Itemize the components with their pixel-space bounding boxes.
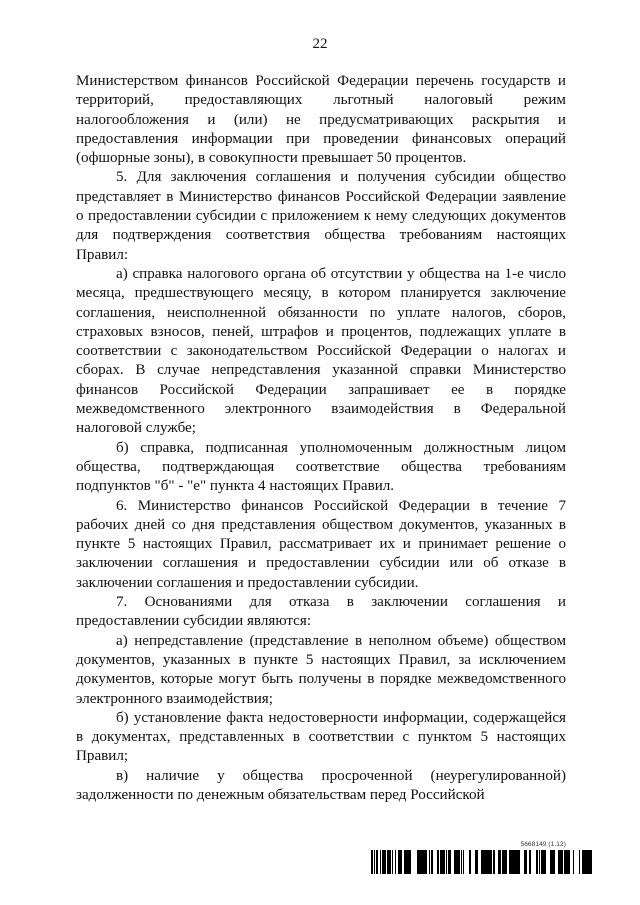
- barcode-bar: [536, 850, 538, 874]
- barcode-bar: [448, 850, 449, 874]
- barcode-bar: [371, 850, 372, 874]
- barcode-bar: [591, 850, 592, 874]
- barcode-bar: [511, 850, 512, 874]
- barcode-bar: [421, 850, 424, 874]
- barcode-bar: [512, 850, 513, 874]
- barcode-bar: [579, 850, 580, 874]
- barcode-bar: [405, 850, 406, 874]
- paragraph: 6. Министерство финансов Российской Федерации в течение 7 рабочих дней со дня представления обществом документов, указанных в пункте 5 настоящих Правил, рассматривает их и принимает решение о заключении соглашения и предоставлении субсидии или об отказе в заключении соглашения и предоставлении субсидии.: [76, 497, 566, 591]
- barcode-bar: [516, 850, 517, 874]
- barcode-bar: [481, 850, 483, 874]
- barcode-bar: [400, 850, 401, 874]
- page-number: 22: [312, 36, 328, 52]
- barcode-bar: [491, 850, 492, 874]
- barcode-bar: [530, 850, 531, 874]
- barcode-bar: [590, 850, 591, 874]
- barcode-bar: [585, 850, 588, 874]
- barcode-bar: [569, 850, 570, 874]
- barcode-bar: [443, 850, 444, 874]
- barcode-bar: [431, 850, 433, 874]
- barcode-bar: [486, 850, 487, 874]
- barcode-bar: [526, 850, 527, 874]
- barcode-bar: [559, 850, 560, 874]
- barcode-image: [370, 850, 592, 874]
- barcode-bar: [498, 850, 499, 874]
- barcode-bar: [583, 850, 585, 874]
- barcode-bar: [502, 850, 503, 874]
- barcode-bar: [551, 850, 553, 874]
- barcode-bar: [392, 850, 393, 874]
- barcode-bar: [505, 850, 506, 874]
- paragraph: 5. Для заключения соглашения и получения субсидии общество представляет в Министерство финансов Российской Федерации заявление о предоставлении субсидии с приложением к нему следующих документов для подтверждения соответствия общества требованиям настоящих Правил:: [76, 169, 566, 263]
- barcode-bar: [589, 850, 590, 874]
- barcode-bar: [440, 850, 442, 874]
- barcode-bar: [424, 850, 426, 874]
- barcode-bar: [408, 850, 409, 874]
- barcode-bar: [449, 850, 450, 874]
- barcode-bar: [444, 850, 445, 874]
- barcode-bar: [518, 850, 520, 874]
- barcode-bar: [450, 850, 451, 874]
- barcode-bar: [539, 850, 540, 874]
- barcode-bar: [567, 850, 569, 874]
- barcode-bar: [503, 850, 504, 874]
- barcode-bar: [499, 850, 501, 874]
- barcode-bar: [398, 850, 400, 874]
- barcode-bar: [409, 850, 411, 874]
- paragraph: 7. Основаниями для отказа в заключении соглашения и предоставлении субсидии являются:: [76, 594, 566, 630]
- barcode-bar: [374, 850, 375, 874]
- barcode-bar: [553, 850, 554, 874]
- barcode-bar: [469, 850, 471, 874]
- barcode-bar: [560, 850, 561, 874]
- barcode-bar: [388, 850, 390, 874]
- barcode-bar: [429, 850, 430, 874]
- barcode-bar: [541, 850, 543, 874]
- barcode-bar: [454, 850, 456, 874]
- barcode-bar: [558, 850, 559, 874]
- barcode-bar: [380, 850, 381, 874]
- barcode-bar: [390, 850, 391, 874]
- barcode-bar: [446, 850, 447, 874]
- barcode-bar: [401, 850, 402, 874]
- barcode-bar: [493, 850, 494, 874]
- document-code: 5668149 (1.12): [520, 841, 566, 848]
- barcode-bar: [459, 850, 460, 874]
- barcode-bar: [506, 850, 507, 874]
- barcode-bar: [529, 850, 530, 874]
- paragraph: а) непредставление (представление в неполном объеме) обществом документов, указанных в пункте 5 настоящих Правил, за исключением документов, которые могут быть получены в порядке межведомственного электронного взаимодействия;: [76, 632, 566, 707]
- barcode-bar: [545, 850, 546, 874]
- barcode-bar: [382, 850, 384, 874]
- barcode-bar: [387, 850, 388, 874]
- paragraph: Министерством финансов Российской Федерации перечень государств и территорий, предоставляющих льготный налоговый режим налогообложения и (или) не предусматривающих раскрытия и предоставления информации при проведении финансовых операций (офшорные зоны), в совокупности превышает 50 процентов.: [76, 73, 566, 167]
- barcode-bar: [504, 850, 505, 874]
- barcode-bar: [426, 850, 427, 874]
- barcode-bar: [384, 850, 386, 874]
- barcode-bar: [456, 850, 457, 874]
- barcode-bar: [573, 850, 574, 874]
- barcode-bar: [561, 850, 562, 874]
- paragraph: б) установление факта недостоверности информации, содержащейся в документах, представленных в соответствии с пунктом 5 настоящих Правил;: [76, 709, 566, 765]
- barcode-bar: [588, 850, 589, 874]
- barcode-bar: [517, 850, 518, 874]
- barcode-bar: [550, 850, 551, 874]
- barcode-bar: [564, 850, 565, 874]
- barcode-bar: [404, 850, 405, 874]
- barcode-bar: [487, 850, 489, 874]
- barcode-bar: [489, 850, 491, 874]
- barcode-bar: [406, 850, 408, 874]
- barcode-bar: [419, 850, 420, 874]
- barcode-bar: [417, 850, 419, 874]
- document-body: [76, 72, 566, 805]
- barcode-bar: [494, 850, 495, 874]
- barcode-bar: [566, 850, 567, 874]
- barcode-bar: [420, 850, 421, 874]
- barcode-bar: [461, 850, 462, 874]
- barcode-bar: [582, 850, 583, 874]
- barcode-bar: [438, 850, 439, 874]
- barcode-bar: [372, 850, 373, 874]
- barcode-bar: [475, 850, 478, 874]
- barcode-bar: [513, 850, 516, 874]
- barcode-bar: [483, 850, 486, 874]
- barcode-bar: [457, 850, 459, 874]
- barcode-bar: [524, 850, 526, 874]
- paragraph: в) наличие у общества просроченной (неурегулированной) задолженности по денежным обязательствам перед Российской: [76, 767, 566, 803]
- barcode-bar: [509, 850, 511, 874]
- barcode-bar: [395, 850, 396, 874]
- barcode-bar: [554, 850, 555, 874]
- barcode-bar: [565, 850, 566, 874]
- barcode-bar: [463, 850, 464, 874]
- barcode-bar: [543, 850, 545, 874]
- barcode-bar: [562, 850, 563, 874]
- barcode-bar: [376, 850, 378, 874]
- barcode-bar: [442, 850, 443, 874]
- paragraph: б) справка, подписанная уполномоченным должностным лицом общества, подтверждающая соответствие общества требованиям подпунктов "б" - "е" пункта 4 настоящих Правил.: [76, 439, 566, 495]
- barcode-bar: [437, 850, 438, 874]
- paragraph: а) справка налогового органа об отсутствии у общества на 1-е число месяца, предшествующего месяцу, в котором планируется заключение соглашения, неисполненной обязанности по уплате налогов, сборов, страховых взносов, пеней, штрафов и процентов, подлежащих уплате в соответствии с законодательством Российской Федерации о налогах и сборах. В случае непредставления указанной справки Министерство финансов Российской Федерации запрашивает ее в порядке межведомственного электронного взаимодействия в Федеральной налоговой службе;: [76, 265, 566, 437]
